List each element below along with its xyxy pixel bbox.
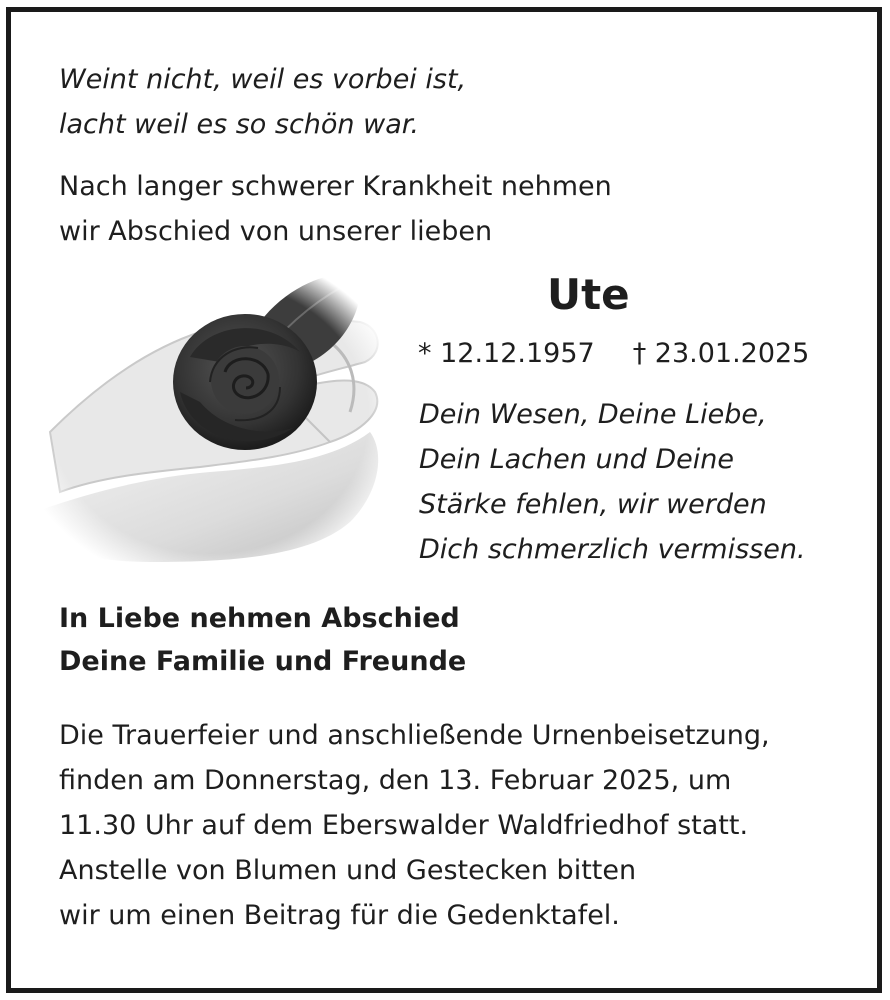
intro-line: wir Abschied von unserer lieben — [59, 216, 493, 247]
life-dates — [418, 338, 809, 369]
verse-line: Stärke fehlen, wir werden — [419, 489, 767, 520]
signature-line: In Liebe nehmen Abschied — [59, 603, 460, 634]
deceased-name: Ute — [547, 270, 630, 319]
ceremony-line: finden am Donnerstag, den 13. Februar 2025, um — [59, 765, 732, 796]
verse-line: Dein Wesen, Deine Liebe, — [419, 399, 767, 430]
mourners-signature — [59, 597, 466, 683]
intro-text — [59, 164, 612, 254]
verse-line: Dein Lachen und Deine — [419, 444, 735, 475]
donation-note — [59, 848, 636, 938]
intro-line: Nach langer schwerer Krankheit nehmen — [59, 171, 612, 202]
ceremony-line: Die Trauerfeier und anschließende Urnenbeisetzung, — [59, 720, 770, 751]
death-date: † 23.01.2025 — [632, 338, 810, 369]
signature-line: Deine Familie und Freunde — [59, 646, 467, 677]
opening-quote — [59, 57, 466, 147]
verse-line: Dich schmerzlich vermissen. — [419, 534, 806, 565]
donation-line: wir um einen Beitrag für die Gedenktafel. — [59, 900, 620, 931]
ceremony-line: 11.30 Uhr auf dem Eberswalder Waldfriedhof statt. — [59, 810, 749, 841]
donation-line: Anstelle von Blumen und Gestecken bitten — [59, 855, 637, 886]
ceremony-info — [59, 713, 770, 848]
quote-line: lacht weil es so schön war. — [59, 109, 419, 140]
rose-in-hands-icon — [30, 262, 390, 572]
quote-line: Weint nicht, weil es vorbei ist, — [59, 64, 467, 95]
memorial-verse — [419, 392, 806, 572]
birth-date: * 12.12.1957 — [418, 338, 595, 369]
